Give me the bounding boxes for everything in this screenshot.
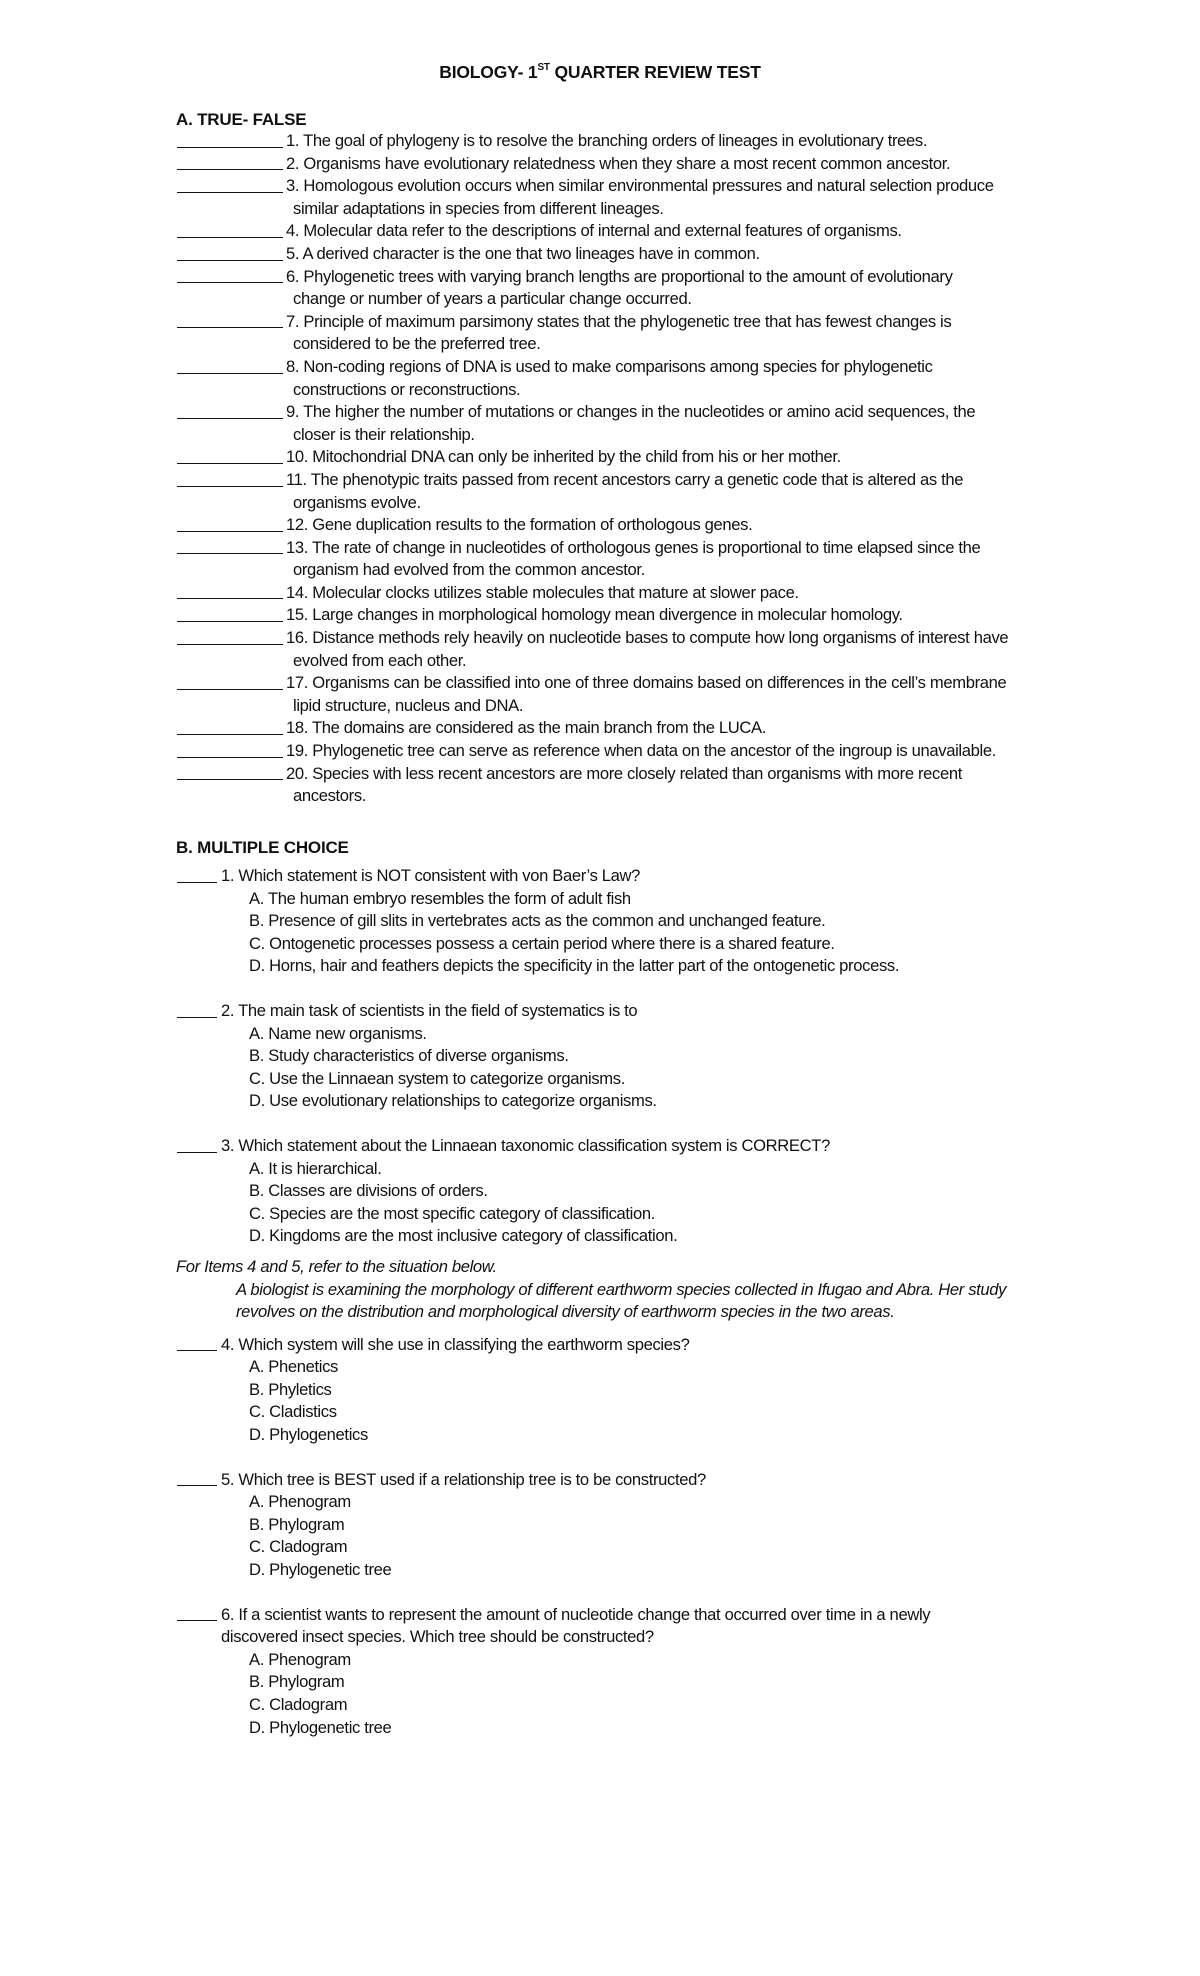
tf-item — [176, 582, 1056, 605]
tf-item — [176, 740, 1056, 763]
answer-blank[interactable] — [176, 401, 286, 424]
tf-item — [176, 717, 1056, 740]
answer-choice: B. Phylogram — [249, 1672, 345, 1692]
mc-question — [176, 1469, 1056, 1582]
answer-blank[interactable] — [176, 266, 286, 289]
choice-list — [249, 1356, 1056, 1446]
answer-blank[interactable] — [176, 1334, 220, 1357]
tf-statement: 7. Principle of maximum parsimony states that the phylogenetic tree that has fewest changes is — [286, 311, 952, 331]
tf-statement: 2. Organisms have evolutionary relatedness when they share a most recent common ancestor. — [286, 153, 951, 173]
tf-statement: 3. Homologous evolution occurs when similar environmental pressures and natural selection produce — [286, 176, 994, 196]
tf-item — [176, 604, 1056, 627]
tf-item — [176, 356, 1056, 401]
situation-intro: For Items 4 and 5, refer to the situation below. — [176, 1256, 497, 1276]
question-stem: 5. Which tree is BEST used if a relationship tree is to be constructed? — [221, 1469, 706, 1489]
tf-item — [176, 220, 1056, 243]
tf-statement: 5. A derived character is the one that two lineages have in common. — [286, 243, 760, 263]
answer-choice: D. Phylogenetic tree — [249, 1560, 392, 1580]
title-prefix: BIOLOGY- 1 — [439, 62, 538, 82]
question-stem: 6. If a scientist wants to represent the amount of nucleotide change that occurred over time in a newly — [221, 1604, 931, 1624]
tf-item — [176, 130, 1056, 153]
tf-statement-continued: organisms evolve. — [293, 492, 421, 512]
answer-choice: A. Phenogram — [249, 1649, 351, 1669]
answer-blank[interactable] — [176, 514, 286, 537]
tf-statement: 16. Distance methods rely heavily on nucleotide bases to compute how long organisms of interest have — [286, 628, 1009, 648]
tf-statement-continued: lipid structure, nucleus and DNA. — [293, 695, 524, 715]
tf-statement-continued: evolved from each other. — [293, 650, 467, 670]
tf-item — [176, 672, 1056, 717]
answer-blank[interactable] — [176, 130, 286, 153]
tf-statement: 1. The goal of phylogeny is to resolve the branching orders of lineages in evolutionary trees. — [286, 131, 928, 150]
tf-statement: 10. Mitochondrial DNA can only be inherited by the child from his or her mother. — [286, 447, 841, 467]
tf-statement: 11. The phenotypic traits passed from recent ancestors carry a genetic code that is altered as the — [286, 469, 964, 489]
tf-statement-continued: ancestors. — [293, 786, 367, 806]
answer-choice: D. Horns, hair and feathers depicts the specificity in the latter part of the ontogenetic process. — [249, 956, 900, 976]
answer-choice: C. Cladogram — [249, 1695, 348, 1714]
title-superscript: ST — [537, 62, 550, 74]
answer-choice: C. Species are the most specific category of classification. — [249, 1203, 656, 1223]
answer-blank[interactable] — [176, 175, 286, 198]
situation-block — [176, 1256, 1056, 1324]
tf-statement: 13. The rate of change in nucleotides of orthologous genes is proportional to time elapsed since the — [286, 537, 981, 557]
answer-blank[interactable] — [176, 604, 286, 627]
tf-item — [176, 537, 1056, 582]
tf-statement-continued: change or number of years a particular change occurred. — [293, 289, 692, 309]
answer-choice: B. Presence of gill slits in vertebrates acts as the common and unchanged feature. — [249, 911, 826, 931]
question-stem: 3. Which statement about the Linnaean taxonomic classification system is CORRECT? — [221, 1135, 830, 1155]
tf-statement: 20. Species with less recent ancestors are more closely related than organisms with more recent — [286, 763, 962, 783]
multiple-choice-list — [176, 865, 1056, 1761]
answer-choice: B. Study characteristics of diverse organisms. — [249, 1046, 569, 1066]
choice-list — [249, 1023, 1056, 1113]
question-stem: 1. Which statement is NOT consistent with von Baer’s Law? — [221, 866, 641, 885]
tf-item — [176, 514, 1056, 537]
tf-statement: 14. Molecular clocks utilizes stable molecules that mature at slower pace. — [286, 582, 799, 602]
tf-item — [176, 763, 1056, 808]
answer-choice: D. Kingdoms are the most inclusive category of classification. — [249, 1226, 678, 1246]
answer-choice: A. Name new organisms. — [249, 1023, 427, 1043]
choice-list — [249, 1649, 1056, 1739]
tf-statement: 6. Phylogenetic trees with varying branch lengths are proportional to the amount of evolutionary — [286, 266, 953, 286]
answer-blank[interactable] — [176, 627, 286, 650]
answer-blank[interactable] — [176, 446, 286, 469]
answer-choice: D. Phylogenetic tree — [249, 1717, 392, 1737]
mc-question — [176, 1135, 1056, 1248]
answer-blank[interactable] — [176, 865, 220, 888]
question-stem: 4. Which system will she use in classifying the earthworm species? — [221, 1334, 690, 1354]
answer-blank[interactable] — [176, 672, 286, 695]
tf-statement-continued: similar adaptations in species from different lineages. — [293, 198, 664, 218]
tf-statement-continued: constructions or reconstructions. — [293, 379, 521, 399]
tf-item — [176, 266, 1056, 311]
page-title — [0, 62, 1200, 83]
answer-choice: B. Classes are divisions of orders. — [249, 1181, 488, 1201]
tf-statement-continued: organism had evolved from the common ancestor. — [293, 560, 645, 580]
answer-blank[interactable] — [176, 469, 286, 492]
tf-item — [176, 446, 1056, 469]
choice-list — [249, 888, 1056, 978]
tf-statement: 12. Gene duplication results to the formation of orthologous genes. — [286, 515, 753, 535]
choice-list — [249, 1491, 1056, 1581]
mc-question — [176, 1604, 1056, 1740]
tf-statement-continued: closer is their relationship. — [293, 424, 475, 444]
answer-blank[interactable] — [176, 763, 286, 786]
answer-blank[interactable] — [176, 1604, 220, 1627]
answer-blank[interactable] — [176, 311, 286, 334]
answer-blank[interactable] — [176, 243, 286, 266]
answer-blank[interactable] — [176, 1135, 220, 1158]
mc-question — [176, 1334, 1056, 1447]
mc-question — [176, 865, 1056, 978]
answer-choice: C. Cladogram — [249, 1537, 348, 1557]
tf-statement: 17. Organisms can be classified into one of three domains based on differences in the cell’s membrane — [286, 673, 1007, 693]
question-stem: 2. The main task of scientists in the field of systematics is to — [221, 1000, 638, 1020]
answer-choice: B. Phyletics — [249, 1379, 332, 1399]
tf-statement: 9. The higher the number of mutations or changes in the nucleotides or amino acid sequences, the — [286, 402, 976, 422]
tf-item — [176, 401, 1056, 446]
mc-question — [176, 1000, 1056, 1113]
choice-list — [249, 1158, 1056, 1248]
question-stem-continued: discovered insect species. Which tree should be constructed? — [221, 1627, 654, 1647]
tf-item — [176, 469, 1056, 514]
title-suffix: QUARTER REVIEW TEST — [549, 62, 761, 82]
tf-item — [176, 243, 1056, 266]
answer-choice: C. Ontogenetic processes possess a certain period where there is a shared feature. — [249, 933, 835, 953]
section-heading-multiple-choice: B. MULTIPLE CHOICE — [176, 838, 349, 857]
answer-blank[interactable] — [176, 537, 286, 560]
tf-item — [176, 175, 1056, 220]
tf-statement: 18. The domains are considered as the main branch from the LUCA. — [286, 718, 766, 738]
answer-blank[interactable] — [176, 1000, 220, 1023]
answer-choice: C. Use the Linnaean system to categorize organisms. — [249, 1068, 625, 1088]
answer-choice: A. It is hierarchical. — [249, 1158, 382, 1178]
answer-choice: C. Cladistics — [249, 1402, 337, 1422]
tf-item — [176, 153, 1056, 176]
tf-item — [176, 627, 1056, 672]
tf-item — [176, 311, 1056, 356]
answer-blank[interactable] — [176, 717, 286, 740]
answer-blank[interactable] — [176, 356, 286, 379]
answer-blank[interactable] — [176, 1469, 220, 1492]
tf-statement-continued: considered to be the preferred tree. — [293, 334, 541, 354]
answer-choice: D. Phylogenetics — [249, 1425, 368, 1445]
answer-blank[interactable] — [176, 582, 286, 605]
answer-choice: A. The human embryo resembles the form of adult fish — [249, 888, 631, 908]
answer-blank[interactable] — [176, 740, 286, 763]
answer-choice: B. Phylogram — [249, 1514, 345, 1534]
answer-choice: D. Use evolutionary relationships to categorize organisms. — [249, 1091, 657, 1111]
answer-choice: A. Phenogram — [249, 1492, 351, 1512]
situation-text: A biologist is examining the morphology of different earthworm species collected in Ifugao and Abra. Her study — [236, 1279, 1007, 1299]
tf-statement: 15. Large changes in morphological homology mean divergence in molecular homology. — [286, 605, 903, 625]
answer-blank[interactable] — [176, 220, 286, 243]
true-false-list — [176, 130, 1056, 808]
tf-statement: 8. Non-coding regions of DNA is used to make comparisons among species for phylogenetic — [286, 356, 933, 376]
section-heading-true-false: A. TRUE- FALSE — [176, 110, 307, 129]
answer-blank[interactable] — [176, 153, 286, 176]
situation-text: revolves on the distribution and morphological diversity of earthworm species in the two areas. — [236, 1302, 895, 1322]
tf-statement: 19. Phylogenetic tree can serve as reference when data on the ancestor of the ingroup is unavailable. — [286, 741, 997, 761]
tf-statement: 4. Molecular data refer to the descriptions of internal and external features of organisms. — [286, 221, 902, 241]
answer-choice: A. Phenetics — [249, 1357, 338, 1377]
